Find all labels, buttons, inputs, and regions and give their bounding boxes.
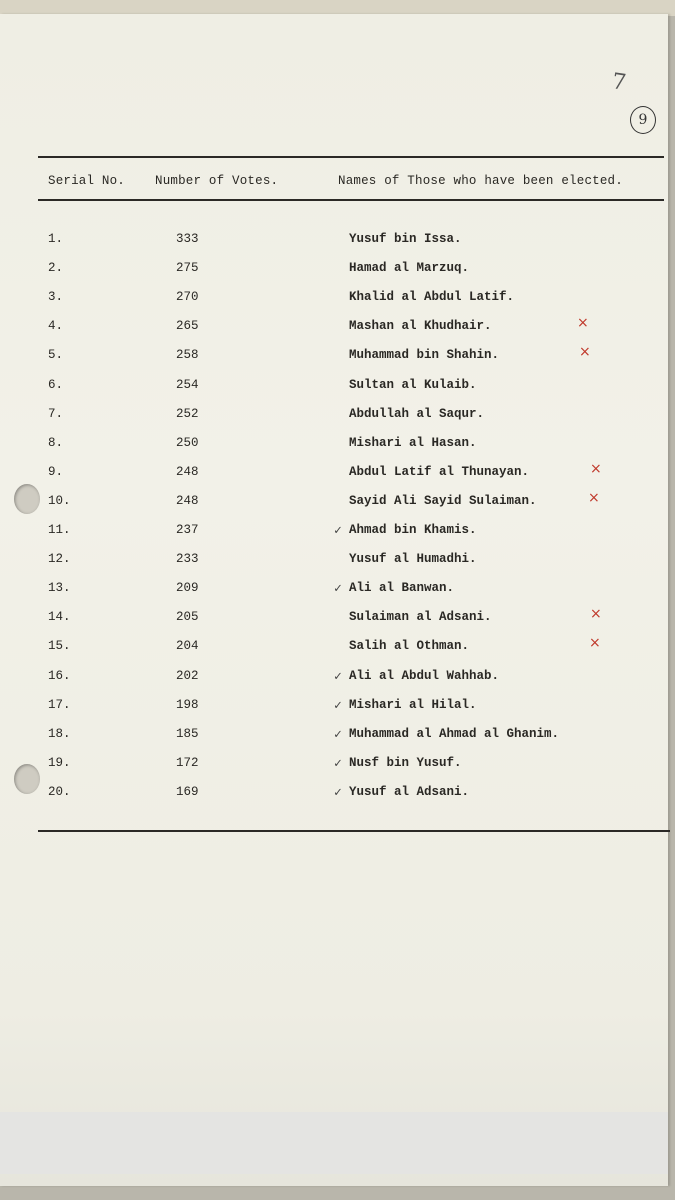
name-cell: Abdullah al Saqur. [349,406,485,421]
votes-cell: 237 [176,523,199,537]
name-cell: Abdul Latif al Thunayan. [349,464,530,479]
votes-cell: 333 [176,232,199,246]
bottom-band [0,1112,668,1174]
table-row [0,581,668,610]
name-cell: Ali al Abdul Wahhab. [349,668,500,683]
serial-cell: 3. [48,290,64,305]
name-cell: Muhammad al Ahmad al Ghanim. [349,726,560,741]
serial-cell: 18. [48,726,71,741]
name-cell: Salih al Othman. [349,639,470,654]
check-mark-icon: ✓ [334,668,342,684]
check-mark-icon: ✓ [334,697,342,713]
votes-cell: 252 [176,406,199,421]
votes-cell: 248 [176,464,199,479]
serial-cell: 6. [48,377,64,392]
table-row [0,489,668,523]
serial-cell: 4. [48,319,64,334]
header-names: Names of Those who have been elected. [338,174,623,188]
serial-cell: 13. [48,581,71,596]
circled-page-number: 9 [630,106,656,134]
table-row [0,785,668,814]
votes-cell: 275 [176,261,199,276]
votes-cell: 270 [176,290,199,305]
name-cell: Yusuf al Adsani. [349,784,470,799]
name-cell: Ahmad bin Khamis. [349,523,477,537]
votes-cell: 254 [176,377,199,392]
header-votes: Number of Votes. [155,174,279,188]
votes-cell: 258 [176,348,199,363]
folio-number: 7 [610,69,628,96]
table-row [0,232,668,261]
name-cell: Mishari al Hilal. [349,697,477,712]
serial-cell: 20. [48,784,71,799]
name-cell: Mashan al Khudhair. [349,319,492,334]
table-row [0,669,668,698]
name-cell: Muhammad bin Shahin. [349,348,500,363]
votes-cell: 204 [176,639,199,654]
votes-cell: 172 [176,755,199,770]
serial-cell: 12. [48,552,71,567]
name-cell: Nusf bin Yusuf. [349,755,462,770]
votes-cell: 209 [176,581,199,596]
cross-mark-icon: × [590,460,602,477]
serial-cell: 7. [48,406,64,421]
name-cell: Hamad al Marzuq. [349,261,470,276]
name-cell: Mishari al Hasan. [349,435,477,450]
name-cell: Sayid Ali Sayid Sulaiman. [349,493,537,508]
name-cell: Sulaiman al Adsani. [349,610,492,625]
table-row [0,261,668,290]
votes-cell: 205 [176,610,199,625]
votes-cell: 233 [176,552,199,567]
table-row [0,344,668,377]
serial-cell: 10. [48,493,71,508]
table-bottom-rule [38,830,670,832]
table-row [0,290,668,319]
table-row [0,552,668,581]
serial-cell: 15. [48,639,71,654]
check-mark-icon: ✓ [334,523,342,538]
votes-cell: 265 [176,319,199,334]
check-mark-icon: ✓ [334,784,342,800]
serial-cell: 14. [48,610,71,625]
table-row [0,460,668,494]
cross-mark-icon: × [577,315,589,332]
name-cell: Yusuf al Humadhi. [349,552,477,567]
cross-mark-icon: × [590,606,602,623]
table-header-rule [38,199,664,201]
votes-cell: 248 [176,493,199,508]
table-row [0,756,668,785]
table-top-rule [38,156,664,158]
table-row [0,698,668,727]
header-serial: Serial No. [48,174,126,188]
votes-cell: 198 [176,697,199,712]
table-row [0,378,668,407]
check-mark-icon: ✓ [334,755,342,771]
table-row [0,727,668,756]
name-cell: Yusuf bin Issa. [349,232,462,246]
cross-mark-icon: × [589,635,601,652]
serial-cell: 5. [48,348,64,363]
votes-cell: 185 [176,726,199,741]
table-row [0,407,668,436]
check-mark-icon: ✓ [334,581,342,597]
table-row [0,436,668,465]
cross-mark-icon: × [588,489,600,506]
serial-cell: 9. [48,464,64,479]
votes-cell: 202 [176,668,199,683]
votes-cell: 169 [176,784,199,799]
table-row [0,606,668,639]
serial-cell: 11. [48,523,71,537]
serial-cell: 8. [48,435,64,450]
table-row [0,635,668,668]
serial-cell: 19. [48,755,71,770]
name-cell: Ali al Banwan. [349,581,455,596]
name-cell: Sultan al Kulaib. [349,377,477,392]
table-row [0,523,668,552]
name-cell: Khalid al Abdul Latif. [349,290,515,305]
serial-cell: 2. [48,261,64,276]
serial-cell: 1. [48,232,64,246]
votes-cell: 250 [176,435,199,450]
table-row [0,315,668,348]
serial-cell: 17. [48,697,71,712]
serial-cell: 16. [48,668,71,683]
check-mark-icon: ✓ [334,726,342,742]
cross-mark-icon: × [579,344,591,361]
